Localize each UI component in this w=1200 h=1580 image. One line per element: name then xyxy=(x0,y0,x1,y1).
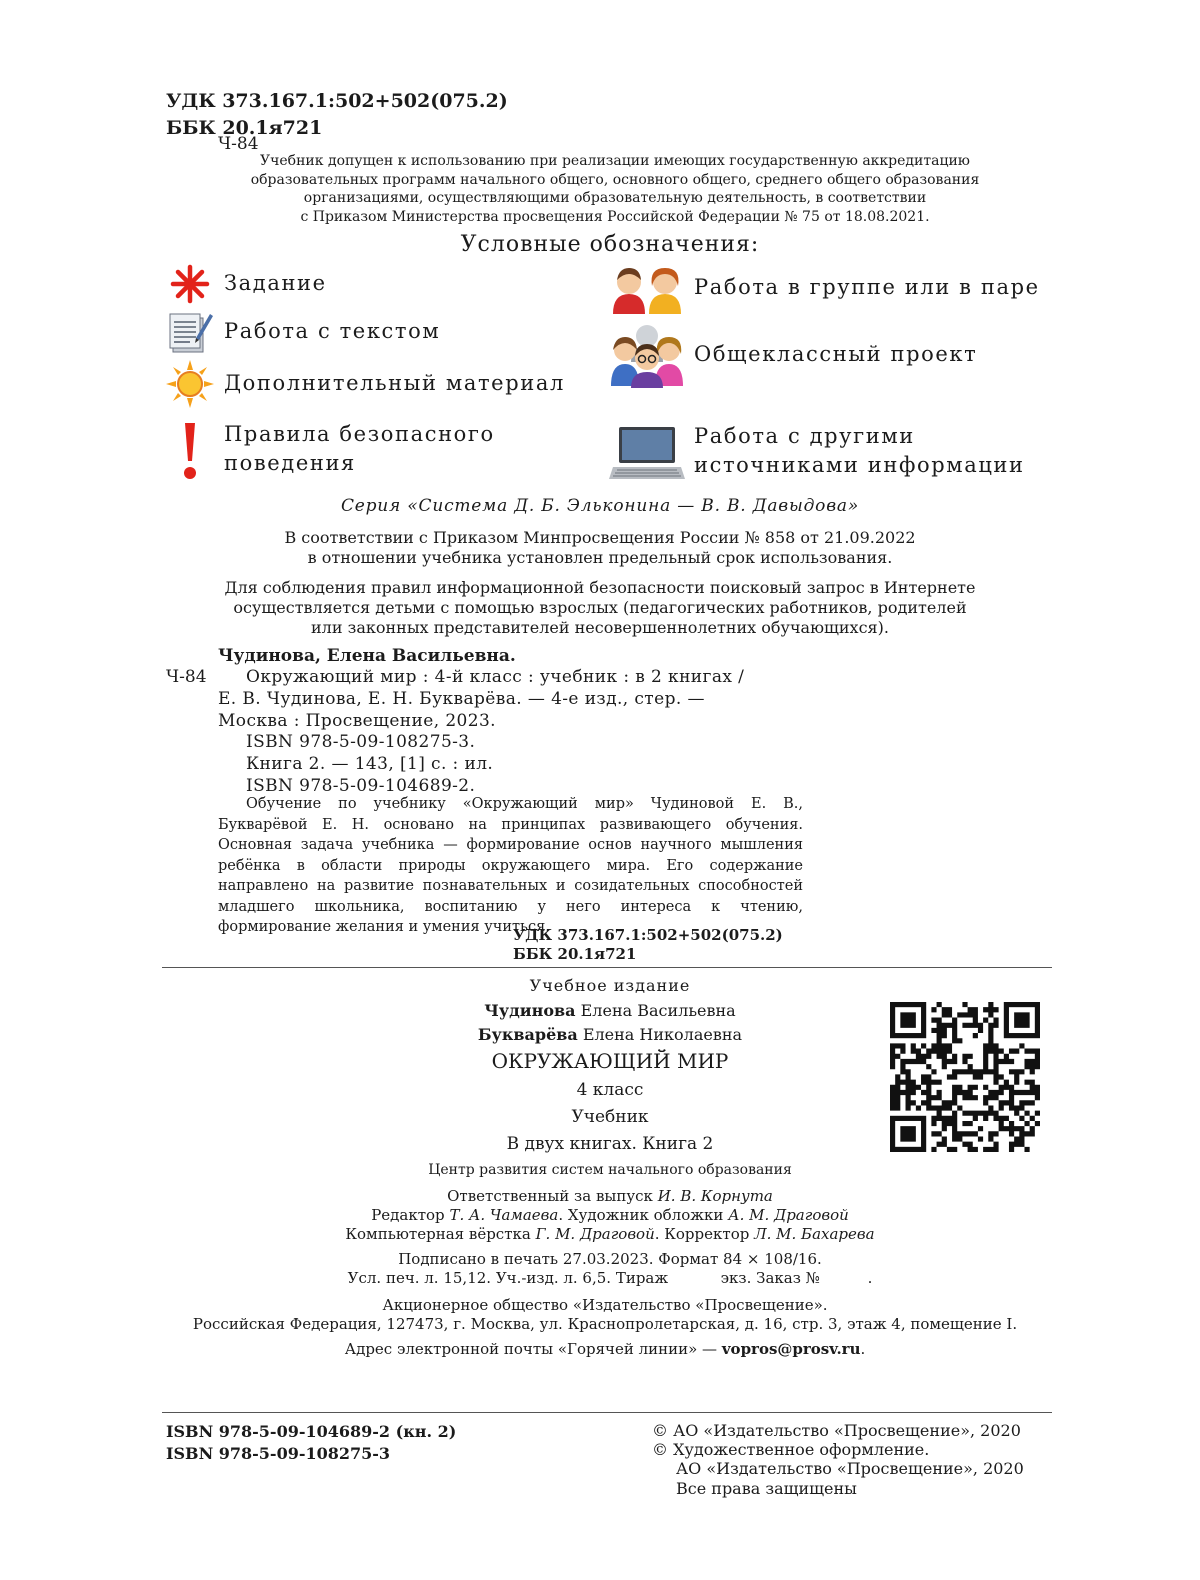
catalog-abstract: Обучение по учебнику «Окружающий мир» Чудиновой Е. В., Букварёвой Е. Н. основано на принципах развивающего обучения. Основная задача учебника — формирование основ научного мышления ребёнка в области природы окружающего мира. Его содержание направлено на развитие познавательных и созидательных способностей младшего школьника, воспитанию у него интереса к чтению, формирование желания и умения учиться. xyxy=(218,796,803,936)
class-group-icon xyxy=(608,322,686,388)
copyright-notice: © АО «Издательство «Просвещение», 2020 © Художественное оформление. АО «Издательство «Просвещение», 2020 Все права защищены xyxy=(652,1421,1024,1498)
editor-credits: Редактор Т. А. Чамаева. Художник обложки А. М. Драговой xyxy=(371,1206,849,1224)
legend-title: Условные обозначения: xyxy=(460,232,760,257)
center-name: Центр развития систем начального образования xyxy=(428,1162,792,1178)
legend-item-extra: Дополнительный материал xyxy=(164,358,565,410)
catalog-author: Чудинова, Елена Васильевна. xyxy=(218,646,516,666)
qr-code xyxy=(890,1002,1040,1152)
usage-term-notice: В соответствии с Приказом Минпросвещения России № 858 от 21.09.2022 в отношении учебника установлен предельный срок использования. xyxy=(284,528,916,567)
catalog-entry: Окружающий мир : 4-й класс : учебник : в 2 книгах / Е. В. Чудинова, Е. Н. Букварёва. — 4-е изд., стер. — Москва : Просвещение, 2023. ISBN 978-5-09-108275-3. Книга 2. — 143, [1] с. : ил. ISBN 978-5-09-104689-2. xyxy=(218,667,803,798)
author-code: Ч-84 xyxy=(218,134,259,154)
book-volume: Книга 2. — 143, [1] с. : ил. xyxy=(246,754,494,774)
asterisk-icon xyxy=(164,258,216,310)
book-kind: Учебник xyxy=(571,1107,649,1127)
bbk-code: ББК 20.1я721 xyxy=(166,116,323,139)
isbn-book: ISBN 978-5-09-104689-2. xyxy=(246,775,476,796)
internet-safety-notice: Для соблюдения правил информационной безопасности поисковый запрос в Интернете осуществляется детьми с помощью взрослых (педагогических работников, родителей или законных представителей несовершеннолетних обучающихся). xyxy=(224,578,976,637)
legend-item-safety: Правила безопасного поведения xyxy=(164,420,495,482)
catalog-code: Ч-84 xyxy=(166,667,207,687)
print-stats: Усл. печ. л. 15,12. Уч.-изд. л. 6,5. Тираж экз. Заказ № . xyxy=(347,1269,873,1287)
legend-item-sources: Работа с другими источниками информации xyxy=(608,422,1025,484)
legend-item-task: Задание xyxy=(164,258,327,310)
admission-statement: Учебник допущен к использованию при реализации имеющих государственную аккредитацию образовательных программ начального общего, основного общего, среднего общего образования организациями, осуществляющими образовательную деятельность, в соответствии с Приказом Министерства просвещения Российской Федерации № 75 от 18.08.2021. xyxy=(250,153,980,225)
isbn-set: ISBN 978-5-09-108275-3. xyxy=(246,732,476,753)
hotline-email: Адрес электронной почты «Горячей линии» — vopros@prosv.ru. xyxy=(344,1340,866,1358)
legend-item-project: Общеклассный проект xyxy=(608,322,977,388)
text-document-icon xyxy=(164,306,216,358)
imprint-author-2: Букварёва Елена Николаевна xyxy=(477,1025,743,1044)
footer-divider xyxy=(162,1412,1052,1413)
publisher-address: Российская Федерация, 127473, г. Москва, ул. Краснопролетарская, д. 16, стр. 3, этаж 4, помещение I. xyxy=(192,1315,1018,1333)
series-title: Серия «Система Д. Б. Эльконина — В. В. Давыдова» xyxy=(340,496,860,516)
laptop-icon xyxy=(608,422,686,484)
footer-isbn: ISBN 978-5-09-104689-2 (кн. 2) ISBN 978-5-09-108275-3 xyxy=(166,1422,457,1463)
print-signed: Подписано в печать 27.03.2023. Формат 84 × 108/16. xyxy=(398,1250,822,1268)
imprint-author-1: Чудинова Елена Васильевна xyxy=(484,1001,736,1020)
sun-icon xyxy=(164,358,216,410)
responsible-person: Ответственный за выпуск И. В. Корнута xyxy=(447,1187,773,1205)
grade: 4 класс xyxy=(576,1080,644,1100)
publisher: Акционерное общество «Издательство «Просвещение». xyxy=(382,1296,828,1314)
catalog-classification: УДК 373.167.1:502+502(075.2) ББК 20.1я721 xyxy=(513,926,783,963)
volume-info: В двух книгах. Книга 2 xyxy=(506,1134,714,1154)
legend-item-text: Работа с текстом xyxy=(164,306,440,358)
udk-code: УДК 373.167.1:502+502(075.2) xyxy=(166,90,508,112)
edition-type: Учебное издание xyxy=(529,976,691,995)
book-title: ОКРУЖАЮЩИЙ МИР xyxy=(491,1049,729,1073)
layout-credits: Компьютерная вёрстка Г. М. Драговой. Корректор Л. М. Бахарева xyxy=(345,1225,875,1243)
legend-item-group: Работа в группе или в паре xyxy=(608,262,1040,314)
exclamation-icon xyxy=(164,420,216,482)
pair-icon xyxy=(608,262,686,314)
divider xyxy=(162,967,1052,968)
